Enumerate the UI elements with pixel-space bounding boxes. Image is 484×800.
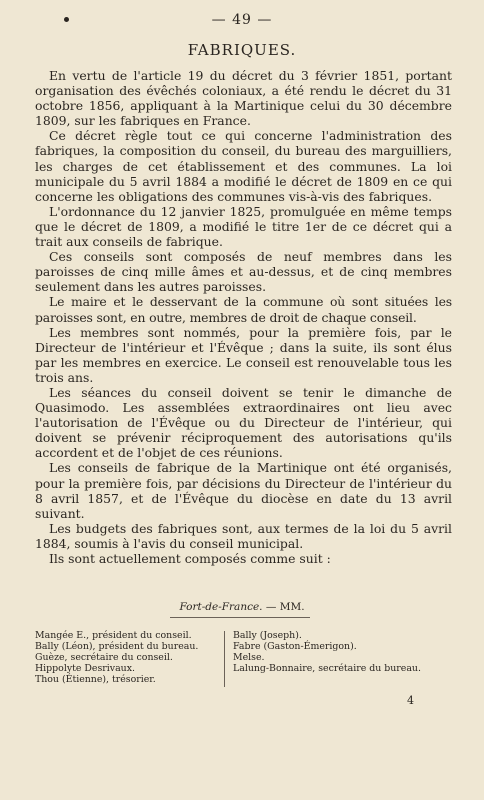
honorific: MM. xyxy=(279,601,305,613)
body-text xyxy=(35,68,452,566)
paragraph: Ils sont actuellement composés comme suit : xyxy=(49,551,331,566)
column-divider xyxy=(224,631,225,687)
member-entry: Guèze, secrétaire du conseil. xyxy=(35,651,173,663)
member-entry: Fabre (Gaston-Émerigon). xyxy=(233,640,357,652)
member-column-right xyxy=(233,631,455,675)
paragraph: L'ordonnance du 12 janvier 1825, promulguée en même temps que le décret de 1809, a modifié le titre 1er de ce décret qui a trait aux conseils de fabrique. xyxy=(35,203,452,250)
paragraph: Les conseils de fabrique de la Martinique ont été organisés, pour la première fois, par décisions du Directeur de l'intérieur du 8 avril 1857, et de l'Évêque du diocèse en date du 13 avril suivant. xyxy=(35,460,452,521)
member-entry: Lalung-Bonnaire, secrétaire du bureau. xyxy=(233,662,421,674)
signature-mark: 4 xyxy=(407,694,414,707)
member-column-left xyxy=(35,631,217,686)
paragraph: Les membres sont nommés, pour la première fois, par le Directeur de l'intérieur et l'Évêque ; dans la suite, ils sont élus par les membres en exercice. Le conseil est renouvelable tous les trois ans. xyxy=(35,324,452,385)
member-entry: Thou (Étienne), trésorier. xyxy=(35,673,156,685)
page-number: — 49 — xyxy=(211,12,273,28)
separator: — xyxy=(265,601,277,613)
paragraph: Ces conseils sont composés de neuf membres dans les paroisses de cinq mille âmes et au-dessus, et de cinq membres seulement dans les autres paroisses. xyxy=(35,249,452,295)
paragraph: En vertu de l'article 19 du décret du 3 février 1851, portant organisation des évêchés coloniaux, a été rendu le décret du 31 octobre 1856, appliquant à la Martinique celui du 30 décembre 1809, sur les fabriques en France. xyxy=(35,68,452,129)
section-subheading xyxy=(0,601,484,613)
member-entry: Bally (Léon), président du bureau. xyxy=(35,640,199,652)
place-name: Fort-de-France. xyxy=(179,601,263,613)
member-entry: Bally (Joseph). xyxy=(233,630,302,641)
member-entry: Mangée E., président du conseil. xyxy=(35,630,192,641)
section-rule xyxy=(170,617,310,618)
member-entry: Hippolyte Desrivaux. xyxy=(35,662,135,674)
page-title: FABRIQUES. xyxy=(187,41,297,59)
paragraph: Ce décret règle tout ce qui concerne l'administration des fabriques, la composition du conseil, du bureau des marguilliers, les charges de cet établissement et des communes. La loi municipale du 5 avril 1884 a modifié le décret de 1809 en ce qui concerne les obligations des communes vis-à-vis des fabriques. xyxy=(35,128,452,204)
paragraph: Le maire et le desservant de la commune où sont situées les paroisses sont, en outre, membres de droit de chaque conseil. xyxy=(35,294,452,325)
paragraph: Les séances du conseil doivent se tenir le dimanche de Quasimodo. Les assemblées extraordinaires ont lieu avec l'autorisation de l'Évêque ou du Directeur de l'intérieur, qui doivent se prévenir réciproquement des autorisations qu'ils accordent et de l'objet de ces réunions. xyxy=(35,384,452,461)
member-entry: Melse. xyxy=(233,651,265,663)
paragraph: Les budgets des fabriques sont, aux termes de la loi du 5 avril 1884, soumis à l'avis du conseil municipal. xyxy=(35,520,452,551)
